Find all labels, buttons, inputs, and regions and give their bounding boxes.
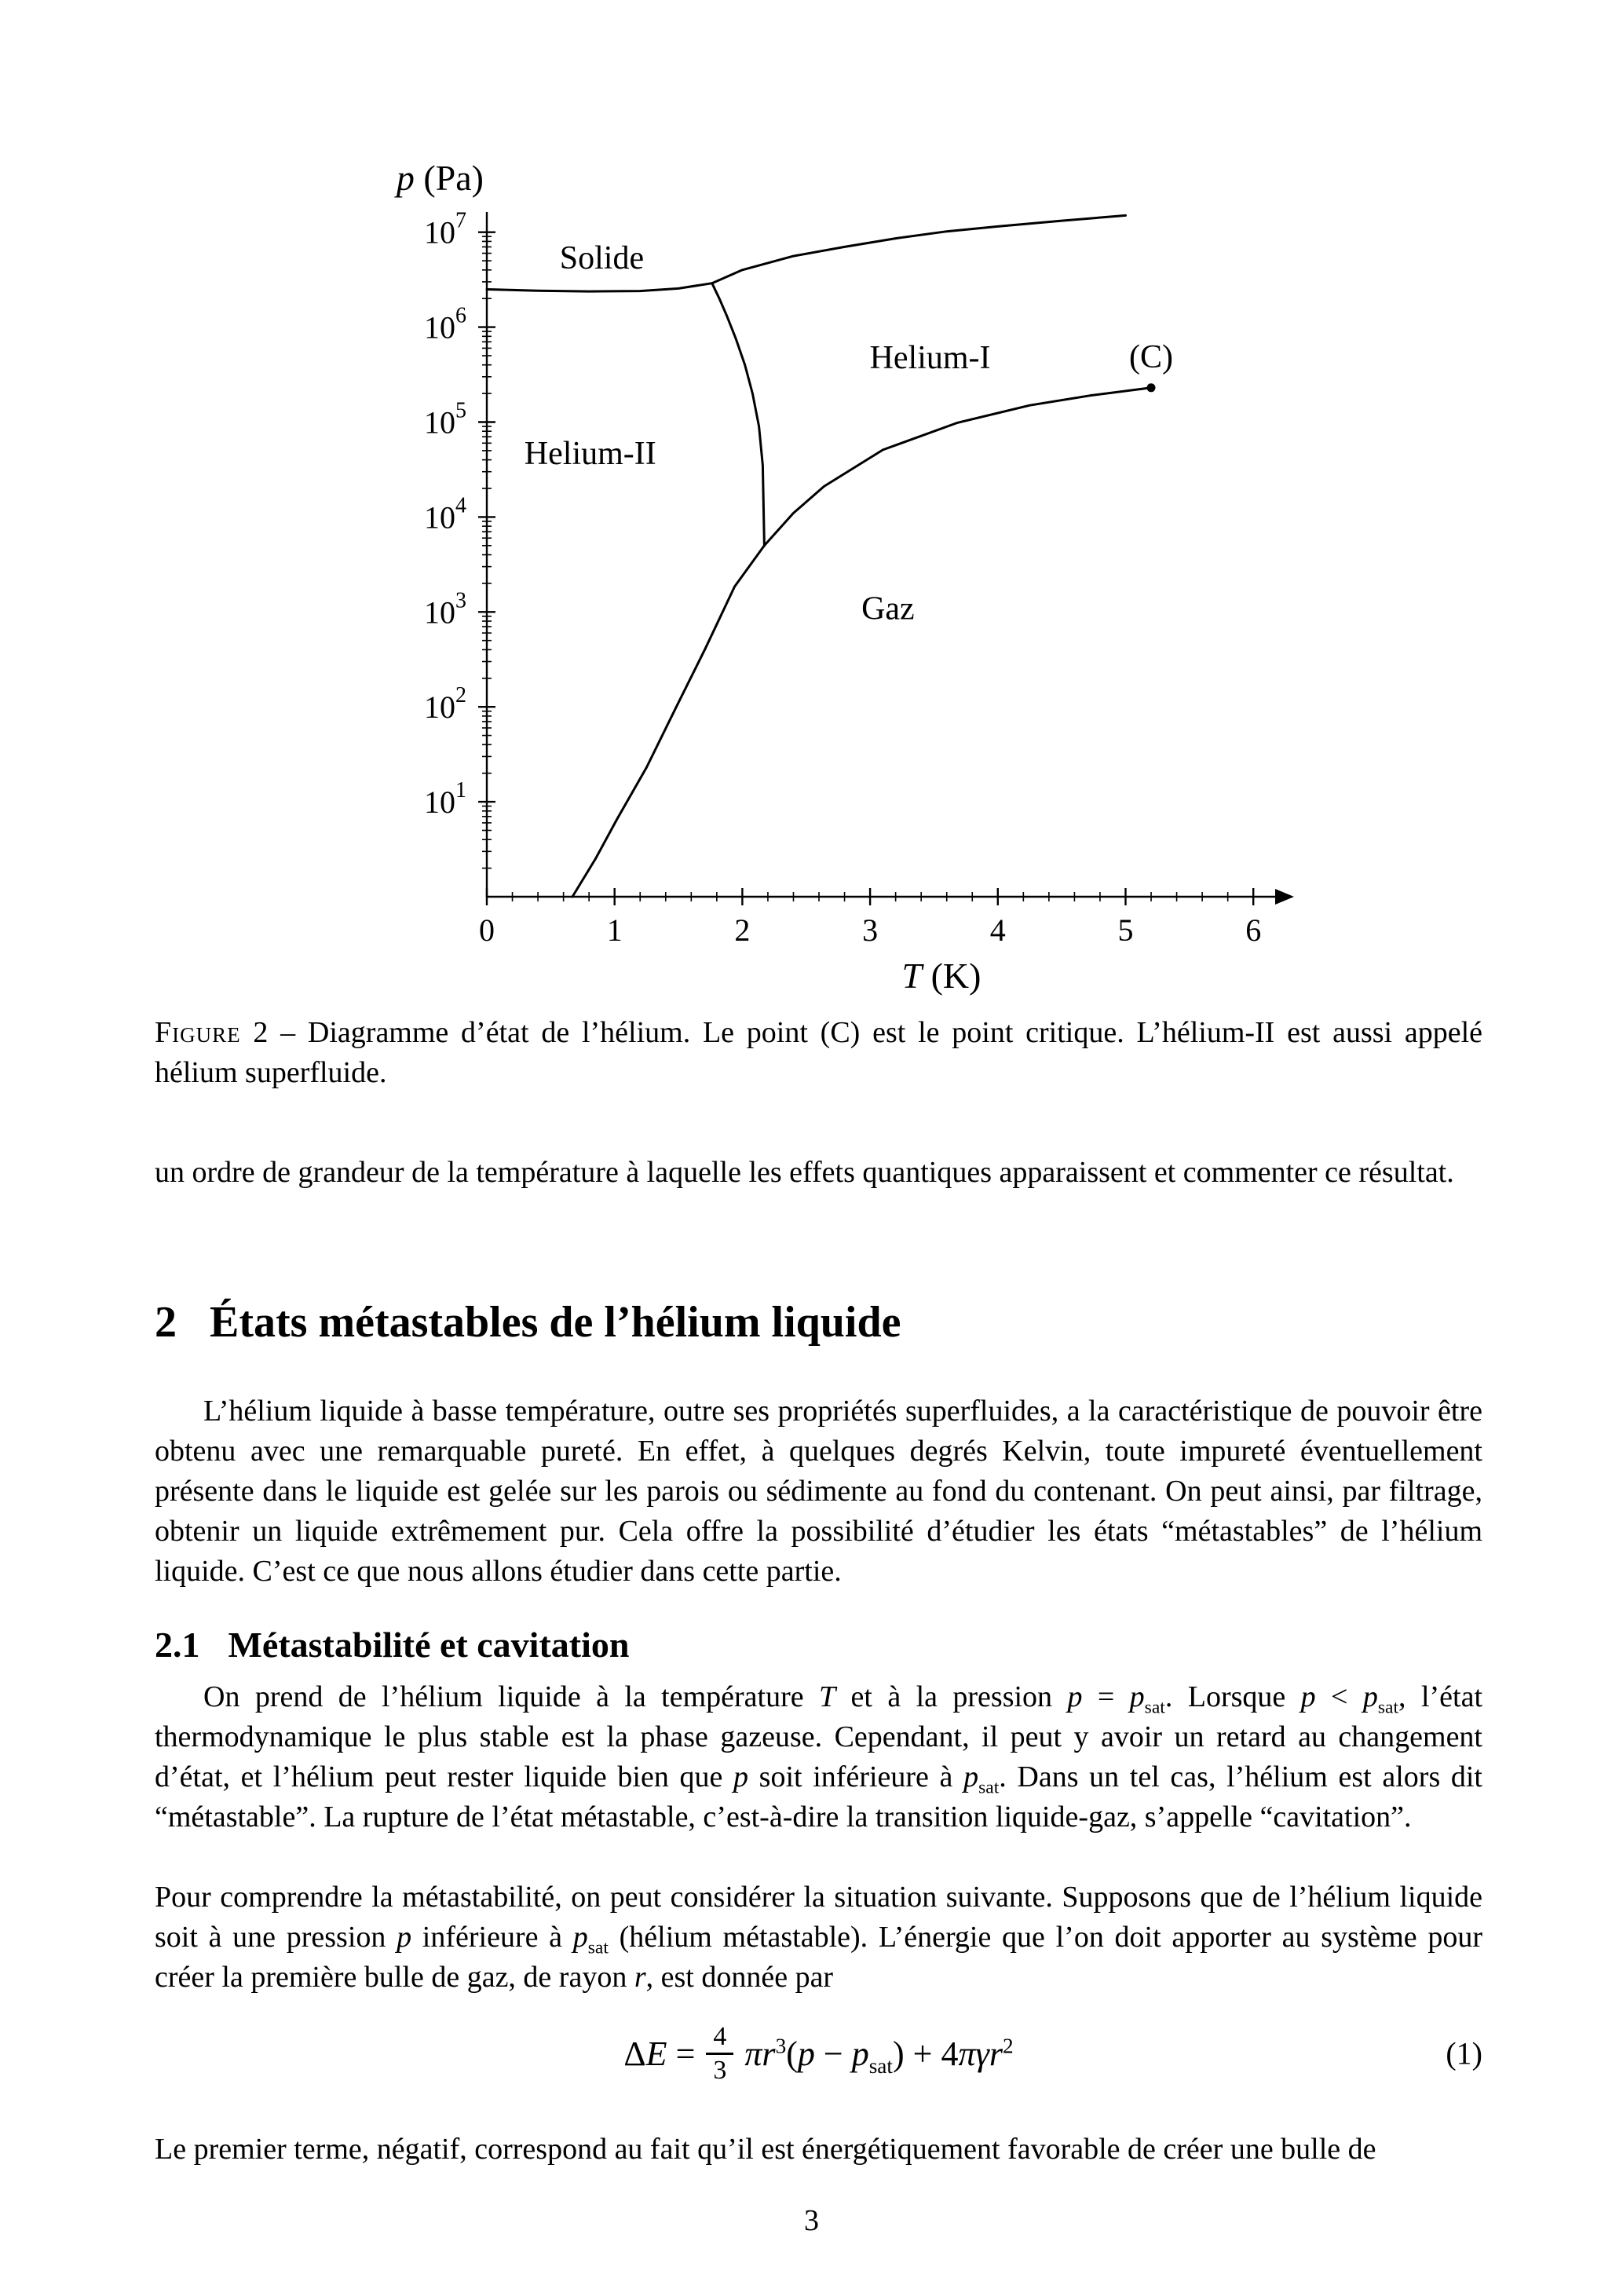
- paragraph-section-2: L’hélium liquide à basse température, outre ses propriétés superfluides, a la caractéristique de pouvoir être obtenu avec une remarquable pureté. En effet, à quelques degrés Kelvin, toute impureté éventuellement présente dans le liquide est gelée sur les parois ou sédimente au fond du contenant. On peut ainsi, par filtrage, obtenir un liquide extrêmement pur. Cela offre la possibilité d’étudier les états “métastables” de l’hélium liquide. C’est ce que nous allons étudier dans cette partie.: [155, 1395, 1482, 1588]
- y-tick-label: $10^3$: [424, 588, 466, 631]
- caption-label: Figure: [155, 1016, 241, 1049]
- y-tick-label: $10^5$: [424, 398, 466, 441]
- y-tick-label: $10^1$: [424, 778, 466, 821]
- subsection-title: Métastabilité et cavitation: [228, 1625, 630, 1665]
- x-axis-label: T (K): [901, 956, 981, 996]
- y-axis-label: p (Pa): [396, 158, 484, 198]
- region-label-solide: Solide: [559, 240, 645, 277]
- equation-rhs: $\pi r^3(p - p_{sat}) + 4\pi\gamma r^2$: [744, 2033, 1014, 2078]
- fraction-denominator: 3: [706, 2053, 733, 2086]
- figure-caption: [155, 1013, 1482, 1093]
- paragraph-metastable-2: Pour comprendre la métastabilité, on peut considérer la situation suivante. Supposons que de l’hélium liquide soit à une pression p inférieure à $p_{sat}$ (hélium métastable). L’énergie que l’on doit apporter au système pour créer la première bulle de gaz, de rayon r, est donnée par: [155, 1881, 1482, 1994]
- section-title: États métastables de l’hélium liquide: [210, 1298, 901, 1347]
- equation-lhs: ΔE =: [623, 2034, 696, 2073]
- page-number: 3: [804, 2204, 819, 2237]
- subsection-number: 2.1: [155, 1625, 200, 1665]
- caption-separator: –: [280, 1016, 296, 1049]
- x-tick-label: 5: [1117, 912, 1134, 948]
- equation-body: [623, 2021, 1013, 2085]
- region-label-helium-ii: Helium-II: [524, 436, 656, 473]
- caption-text: Diagramme d’état de l’hélium. Le point (C) est le point critique. L’hélium-II est aussi appelé hélium superfluide.: [155, 1016, 1482, 1089]
- paragraph-closing: Le premier terme, négatif, correspond au fait qu’il est énergétiquement favorable de créer une bulle de: [155, 2133, 1376, 2166]
- subsection-heading: [155, 1624, 629, 1666]
- y-tick-label: $10^7$: [424, 208, 466, 250]
- paragraph-metastable-1: On prend de l’hélium liquide à la température T et à la pression $p = p_{sat}$. Lorsque $p < p_{sat}$, l’état thermodynamique le plus stable est la phase gazeuse. Cependant, il peut y avoir un retard au changement d’état, et l’hélium peut rester liquide bien que p soit inférieure à $p_{sat}$. Dans un tel cas, l’hélium est alors dit “métastable”. La rupture de l’état métastable, c’est-à-dire la transition liquide-gaz, s’appelle “cavitation”.: [155, 1680, 1482, 1834]
- curve-lambda: [712, 283, 765, 546]
- curves: [487, 215, 1156, 897]
- equation-number: (1): [1446, 2035, 1482, 2071]
- phase-diagram: [0, 0, 1623, 1029]
- y-tick-label: $10^4$: [424, 493, 466, 536]
- equation-1: [155, 2002, 1482, 2104]
- critical-point: [1147, 383, 1156, 392]
- equation-fraction: [706, 2021, 733, 2085]
- x-tick-label: 1: [606, 912, 623, 948]
- x-tick-label: 3: [862, 912, 879, 948]
- caption-number: 2: [253, 1016, 269, 1049]
- curve-vaporisation: [572, 388, 1151, 897]
- x-tick-label: 2: [734, 912, 751, 948]
- x-tick-label: 6: [1245, 912, 1262, 948]
- section-heading: [155, 1297, 901, 1347]
- region-label-gaz: Gaz: [861, 590, 915, 627]
- ticks: [424, 209, 1261, 948]
- x-tick-label: 4: [989, 912, 1006, 948]
- y-tick-label: $10^2$: [424, 683, 466, 726]
- y-tick-label: $10^6$: [424, 303, 466, 345]
- fraction-numerator: 4: [713, 2022, 727, 2052]
- paragraph-intro: un ordre de grandeur de la température à laquelle les effets quantiques apparaissent et commenter ce résultat.: [155, 1156, 1454, 1189]
- x-axis-arrow-icon: [1275, 889, 1294, 905]
- x-tick-label: 0: [479, 912, 495, 948]
- chart-labels: [394, 158, 1173, 996]
- critical-point-label: (C): [1129, 338, 1174, 375]
- region-label-helium-i: Helium-I: [869, 340, 991, 377]
- section-number: 2: [155, 1298, 177, 1347]
- axes: [486, 212, 1294, 905]
